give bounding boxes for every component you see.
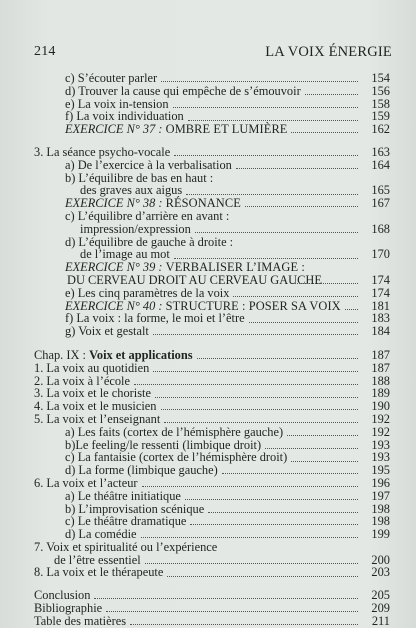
toc-page-number: 192: [371, 411, 390, 426]
toc-page-number: 190: [371, 399, 390, 414]
toc-page-number: 183: [371, 311, 390, 326]
toc-entry-title: g) Voix et gestalt: [65, 324, 149, 339]
toc-entry-title: Table des matières: [34, 613, 127, 628]
toc-entry-title: a) Les faits (cortex de l’hémisphère gauche): [65, 424, 284, 439]
toc-page-number: 165: [371, 183, 390, 198]
toc-entry: [34, 477, 390, 490]
toc-leader-dots: [173, 107, 358, 108]
toc-page-number: 168: [371, 221, 390, 236]
toc-entry: [34, 426, 390, 439]
toc-page-number: 195: [371, 463, 390, 478]
toc-leader-dots: [185, 499, 358, 500]
toc-entry: [34, 541, 390, 554]
toc-leader-dots: [305, 94, 358, 95]
toc-leader-dots: [155, 397, 358, 398]
toc-entry-title: EXERCICE N° 37 : OMBRE ET LUMIÈRE: [65, 122, 288, 137]
toc-page-number: 193: [371, 450, 390, 465]
toc-entry: [34, 615, 390, 628]
toc-entry-title: d) Trouver la cause qui empêche de s’émouvoir: [65, 83, 301, 98]
toc-page-number: 162: [371, 122, 390, 137]
table-of-contents: [34, 72, 390, 628]
toc-entry-title: Chap. IX : Voix et applications: [34, 347, 193, 362]
toc-page-number: 170: [371, 247, 390, 262]
toc-entry-title: d) L’équilibre de gauche à droite :: [65, 234, 234, 249]
toc-entry: [34, 413, 390, 426]
toc-entry: [34, 566, 390, 579]
toc-page-number: 164: [371, 157, 390, 172]
toc-entry-title: de l’image au mot: [80, 247, 170, 262]
toc-leader-dots: [291, 461, 358, 462]
toc-leader-dots: [153, 334, 358, 335]
toc-leader-dots: [164, 422, 358, 423]
toc-entry: [34, 602, 390, 615]
toc-leader-dots: [190, 524, 358, 525]
toc-leader-dots: [197, 358, 358, 359]
toc-page-number: 211: [371, 613, 390, 628]
toc-page-number: 181: [371, 298, 390, 313]
toc-entry: [34, 325, 390, 338]
toc-leader-dots: [161, 81, 358, 82]
toc-page-number: 159: [371, 109, 390, 124]
toc-entry-title: b) L’équilibre de bas en haut :: [65, 170, 214, 185]
toc-leader-dots: [167, 576, 358, 577]
toc-page-number: 167: [371, 196, 390, 211]
toc-entry-title: c) La fantaisie (cortex de l’hémisphère droit): [65, 450, 288, 465]
toc-page-number: 187: [371, 347, 390, 362]
toc-entry-title: 8. La voix et le thérapeute: [34, 565, 164, 580]
toc-entry-title: de l’être essentiel: [54, 552, 141, 567]
toc-entry: [34, 349, 390, 362]
toc-leader-dots: [145, 563, 358, 564]
toc-entry-title: b)Le feeling/le ressenti (limbique droit): [65, 437, 262, 452]
toc-page-number: 184: [371, 324, 390, 339]
toc-entry: [34, 400, 390, 413]
toc-leader-dots: [174, 258, 358, 259]
toc-entry-title: 4. La voix et le musicien: [34, 399, 157, 414]
toc-page-number: 205: [371, 588, 390, 603]
toc-leader-dots: [94, 598, 358, 599]
toc-entry-title: a) Le théâtre initiatique: [65, 488, 181, 503]
toc-entry-title: c) S’écouter parler: [65, 71, 158, 85]
toc-leader-dots: [195, 232, 358, 233]
toc-leader-dots: [106, 611, 358, 612]
toc-leader-dots: [291, 132, 358, 133]
toc-leader-dots: [236, 168, 358, 169]
toc-page-number: 192: [371, 424, 390, 439]
toc-entry: [34, 123, 390, 136]
toc-entry-title: EXERCICE N° 39 : VERBALISER L’IMAGE :: [65, 260, 305, 275]
toc-page-number: 198: [371, 501, 390, 516]
toc-page-number: 174: [371, 272, 390, 287]
toc-entry: [34, 274, 390, 287]
page-number: 214: [34, 44, 56, 59]
toc-leader-dots: [174, 155, 358, 156]
toc-entry-title: 2. La voix à l’école: [34, 373, 130, 388]
toc-leader-dots: [188, 120, 358, 121]
toc-entry-title: 6. La voix et l’acteur: [34, 475, 138, 490]
toc-leader-dots: [141, 537, 358, 538]
toc-entry: [34, 146, 390, 159]
toc-entry-title: 3. La voix et le choriste: [34, 386, 151, 401]
toc-page-number: 158: [371, 96, 390, 111]
toc-page-number: 198: [371, 514, 390, 529]
toc-page-number: 196: [371, 475, 390, 490]
toc-leader-dots: [153, 371, 358, 372]
toc-entry-title: 7. Voix et spiritualité ou l’expérience: [34, 539, 218, 554]
toc-entry-title: 3. La séance psycho-vocale: [34, 144, 171, 159]
toc-page-number: 193: [371, 437, 390, 452]
toc-leader-dots: [222, 473, 358, 474]
toc-entry-title: EXERCICE N° 40 : STRUCTURE : POSER SA VOIX: [65, 298, 341, 313]
toc-entry: [34, 210, 390, 223]
toc-leader-dots: [293, 283, 358, 284]
toc-entry-title: 1. La voix au quotidien: [34, 360, 150, 375]
toc-entry-title: d) La comédie: [65, 527, 137, 542]
toc-entry: [34, 528, 390, 541]
toc-entry: [34, 72, 390, 85]
toc-page-number: 154: [371, 71, 390, 85]
toc-entry: [34, 362, 390, 375]
toc-page-number: 199: [371, 527, 390, 542]
book-title: LA VOIX ÉNERGIE: [265, 44, 392, 60]
toc-leader-dots: [186, 194, 358, 195]
toc-entry-title: 5. La voix et l’enseignant: [34, 411, 161, 426]
toc-leader-dots: [142, 486, 358, 487]
toc-page-number: 174: [371, 285, 390, 300]
toc-entry-title: c) Le théâtre dramatique: [65, 514, 187, 529]
toc-leader-dots: [287, 435, 358, 436]
toc-entry-title: a) De l’exercice à la verbalisation: [65, 157, 232, 172]
toc-page-number: 209: [371, 601, 390, 616]
running-head: [34, 44, 392, 62]
toc-entry: [34, 464, 390, 477]
toc-entry-title: d) La forme (limbique gauche): [65, 463, 218, 478]
toc-entry-title: e) La voix in-tension: [65, 96, 169, 111]
toc-page-number: 189: [371, 386, 390, 401]
toc-page-number: 187: [371, 360, 390, 375]
toc-leader-dots: [249, 322, 358, 323]
toc-page-number: 200: [371, 552, 390, 567]
toc-entry-title: f) La voix individuation: [65, 109, 184, 124]
toc-entry: [34, 490, 390, 503]
toc-page-number: 156: [371, 83, 390, 98]
toc-entry-title: des graves aux aigus: [80, 183, 183, 198]
toc-page-number: 163: [371, 144, 390, 159]
toc-entry-title: EXERCICE N° 38 : RÉSONANCE: [65, 196, 241, 211]
toc-page-number: 203: [371, 565, 390, 580]
toc-entry-title: c) L’équilibre d’arrière en avant :: [65, 208, 230, 223]
toc-leader-dots: [161, 409, 359, 410]
toc-leader-dots: [134, 384, 358, 385]
toc-entry-title: DU CERVEAU DROIT AU CERVEAU GAUCHE: [67, 272, 322, 287]
toc-leader-dots: [265, 448, 358, 449]
toc-entry: [34, 223, 390, 236]
toc-leader-dots: [233, 296, 358, 297]
toc-entry: [34, 85, 390, 98]
toc-entry-title: impression/expression: [80, 221, 191, 236]
toc-entry-title: Bibliographie: [34, 601, 103, 616]
toc-entry-title: e) Les cinq paramètres de la voix: [65, 285, 230, 300]
toc-leader-dots: [245, 206, 358, 207]
toc-leader-dots: [208, 512, 358, 513]
toc-page-number: 188: [371, 373, 390, 388]
toc-leader-dots: [345, 309, 358, 310]
toc-entry-title: f) La voix : la forme, le moi et l’être: [65, 311, 245, 326]
toc-page-number: 197: [371, 488, 390, 503]
toc-entry-title: Conclusion: [34, 588, 91, 603]
toc-leader-dots: [130, 624, 358, 625]
toc-entry: [34, 159, 390, 172]
toc-entry-title: b) L’improvisation scénique: [65, 501, 205, 516]
